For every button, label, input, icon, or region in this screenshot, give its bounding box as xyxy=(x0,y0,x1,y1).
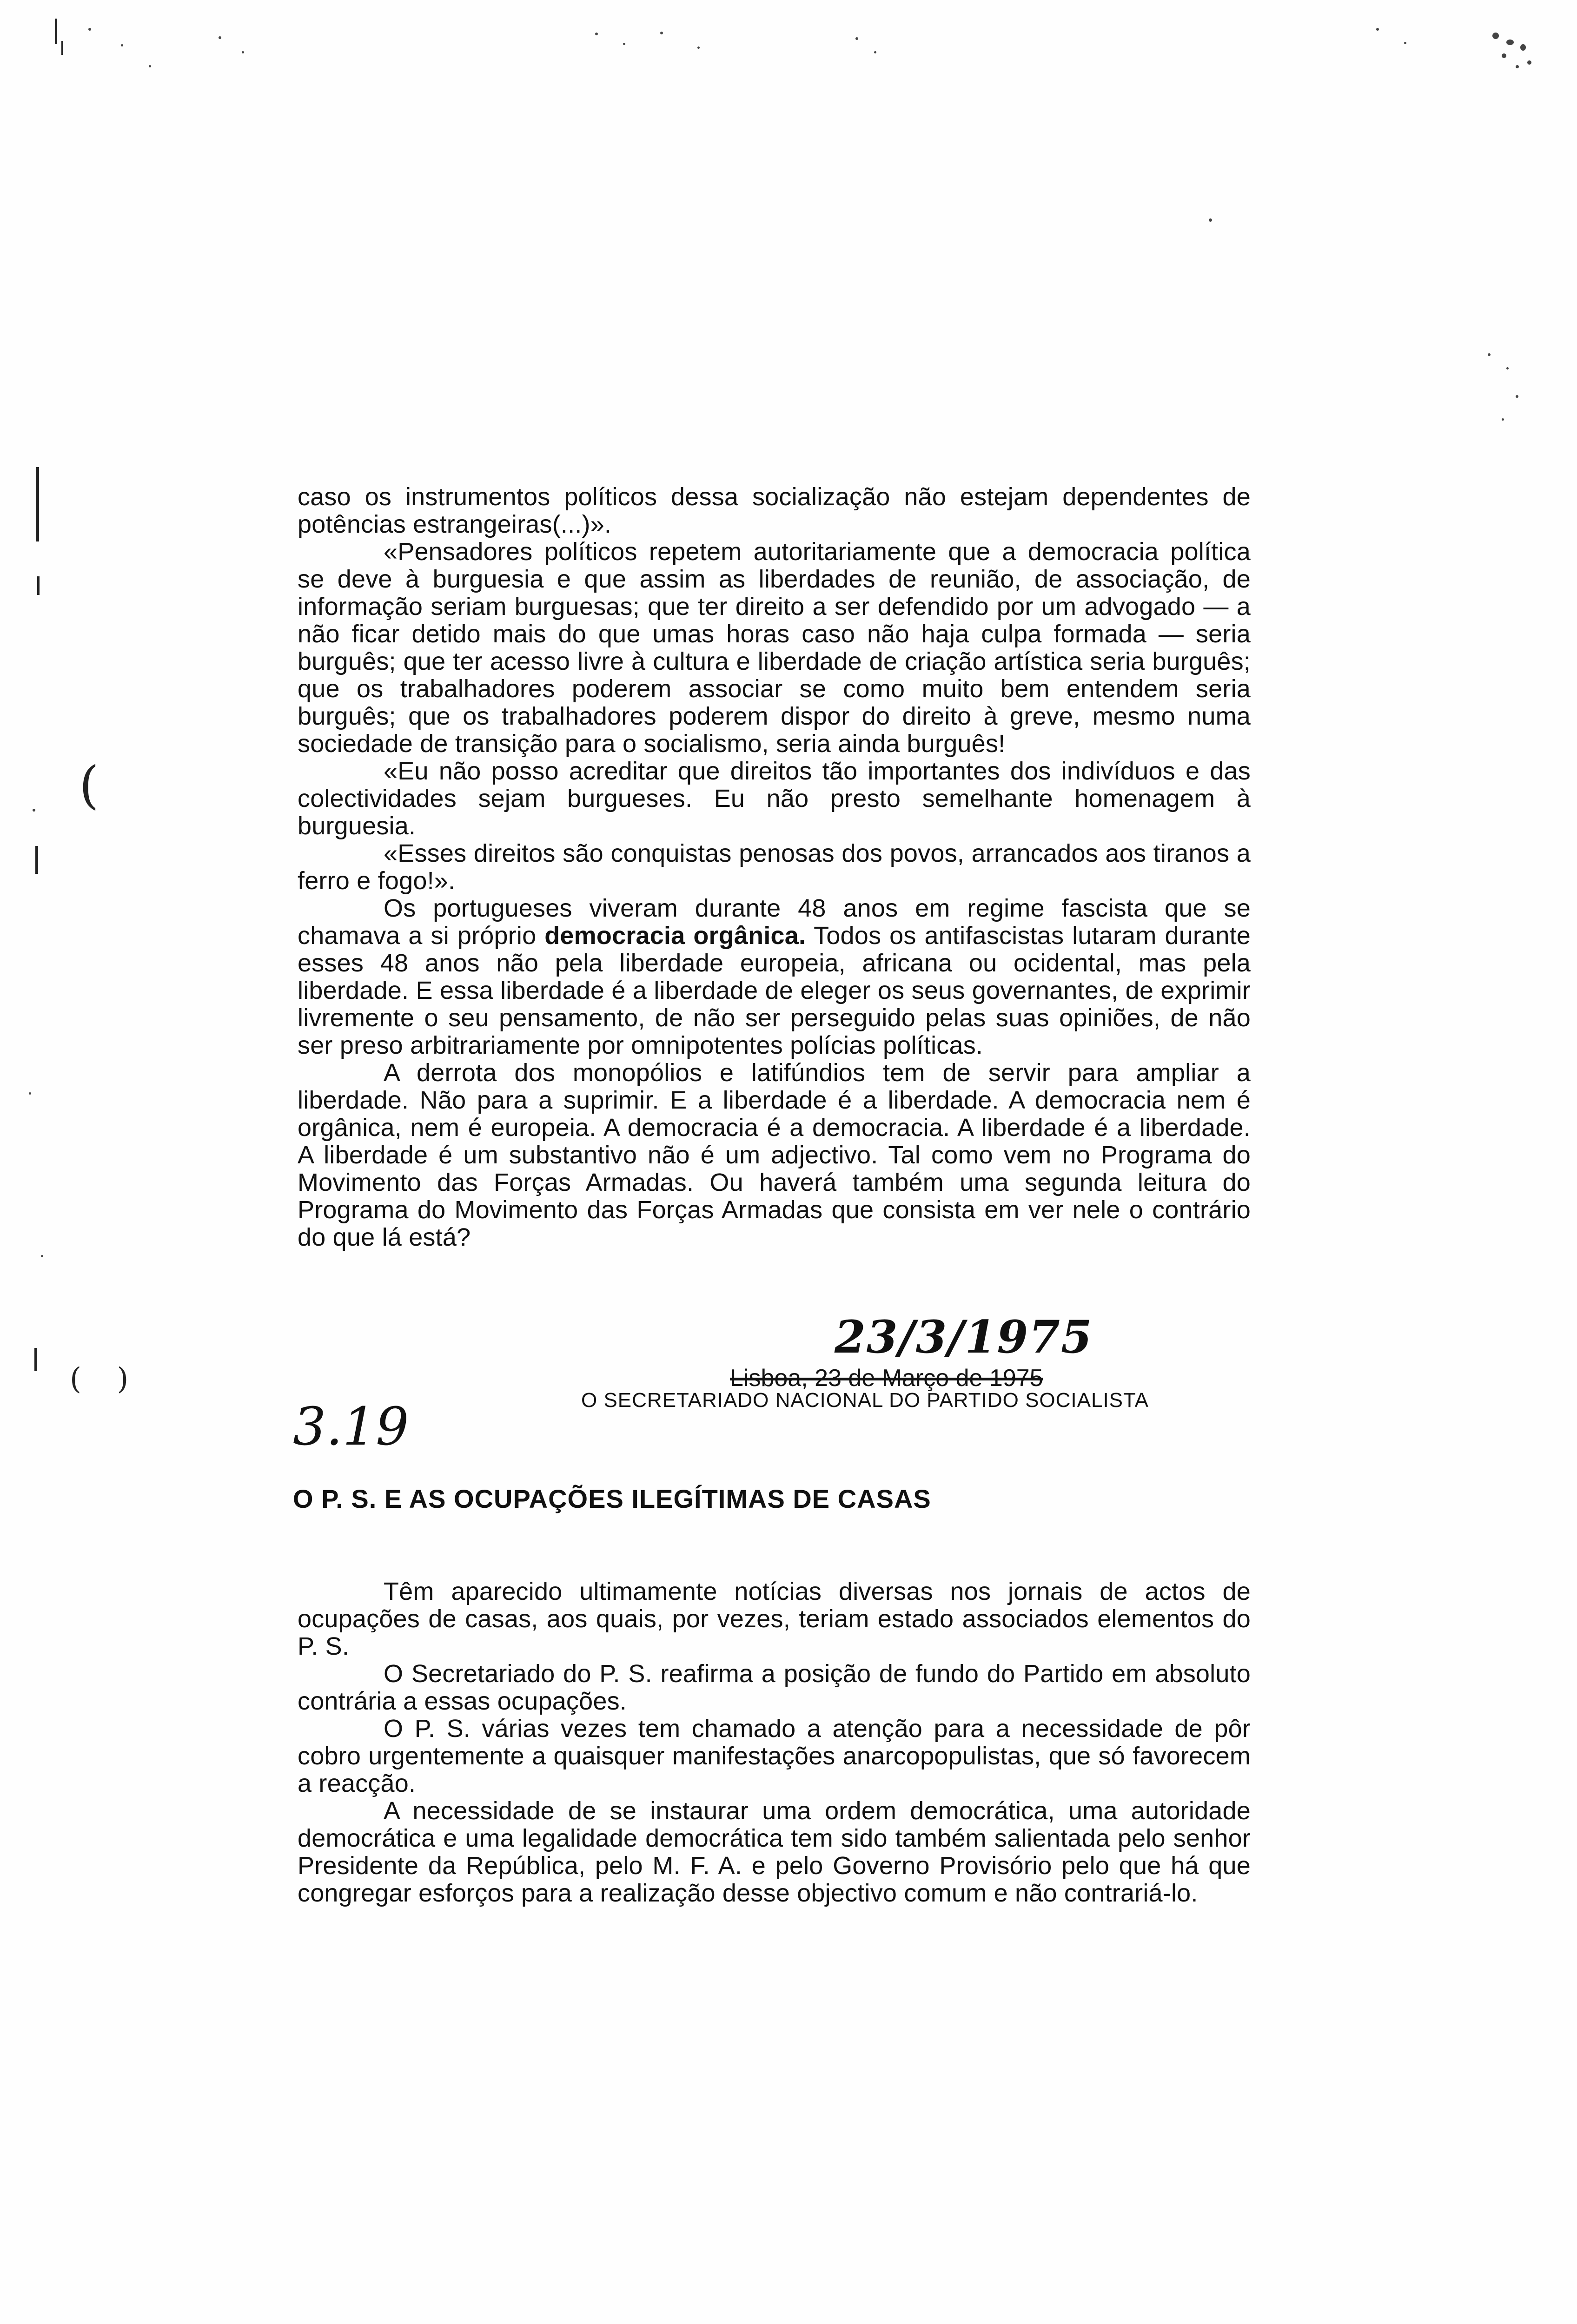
scan-speckle xyxy=(623,43,625,45)
scan-speckle xyxy=(855,37,858,40)
scan-speckle xyxy=(660,32,663,34)
margin-paren: ( xyxy=(79,755,99,815)
paragraph: «Esses direitos são conquistas penosas dos povos, arrancados aos tiranos a ferro e fogo!». xyxy=(298,839,1251,895)
scan-speckle xyxy=(1488,353,1491,356)
scan-mark xyxy=(61,41,63,55)
section2-body xyxy=(298,1578,1251,1907)
scan-speckle xyxy=(1404,42,1406,44)
paragraph: caso os instrumentos políticos dessa socialização não estejam dependentes de potências estrangeiras(...)». xyxy=(298,483,1251,538)
scan-speckle xyxy=(1376,28,1379,31)
scan-speckle xyxy=(874,51,876,53)
section-heading: O P. S. E AS OCUPAÇÕES ILEGÍTIMAS DE CASAS xyxy=(293,1484,931,1513)
paragraph-text: Todos os antifascistas lutaram durante esses 48 anos não pela liberdade europeia, africana ou ocidental, mas pela liberdade. E essa liberdade é a liberdade de eleger os seus governantes, de exprimir livremente o seu pensamento, de não ser perseguido pelas suas opiniões, de não ser preso arbitrariamente por omnipotentes polícias políticas. xyxy=(298,922,1251,1059)
scan-speckle xyxy=(242,51,244,53)
handwritten-date: 23/3/1975 xyxy=(835,1311,1093,1363)
scan-speckle xyxy=(33,809,35,812)
scan-speckle xyxy=(41,1255,43,1257)
scan-speckle xyxy=(29,1092,31,1095)
scan-speckle xyxy=(1520,44,1526,51)
paragraph: Têm aparecido ultimamente notícias diversas nos jornais de actos de ocupações de casas, aos quais, por vezes, teriam estado associados elementos do P. S. xyxy=(298,1578,1251,1660)
paragraph: «Eu não posso acreditar que direitos tão importantes dos indivíduos e das colectividades sejam burgueses. Eu não presto semelhante homenagem à burguesia. xyxy=(298,757,1251,840)
section1-body xyxy=(298,483,1251,1251)
scan-mark xyxy=(55,19,57,44)
paragraph: A derrota dos monopólios e latifúndios tem de servir para ampliar a liberdade. Não para a suprimir. E a liberdade é a liberdade. A democracia nem é orgânica, nem é europeia. A democracia é a democracia. A liberdade é a liberdade. A liberdade é um substantivo não é um adjectivo. Tal como vem no Programa do Movimento das Forças Armadas. Ou haverá também uma segunda leitura do Programa do Movimento das Forças Armadas que consista em ver nele o contrário do que lá está? xyxy=(298,1059,1251,1251)
scan-speckle xyxy=(149,65,151,67)
signature: O SECRETARIADO NACIONAL DO PARTIDO SOCIALISTA xyxy=(581,1389,1149,1412)
left-margin-mark xyxy=(34,1348,37,1371)
handwritten-number: 3.19 xyxy=(293,1397,409,1457)
scan-speckle xyxy=(697,46,700,49)
paragraph: «Pensadores políticos repetem autoritariamente que a democracia política se deve à burguesia e que assim as liberdades de reunião, de associação, de informação seriam burguesas; que ter direito a ser defendido por um advogado — a não ficar detido mais do que umas horas caso não haja culpa formada — seria burguês; que ter acesso livre à cultura e liberdade de criação artística seria burguês; que os trabalhadores poderem associar se como muito bem entendem seria burguês; que os trabalhadores poderem dispor do direito à greve, mesmo numa sociedade de transição para o socialismo, seria ainda burguês! xyxy=(298,538,1251,758)
scan-speckle xyxy=(1502,418,1504,421)
paragraph: A necessidade de se instaurar uma ordem democrática, uma autoridade democrática e uma legalidade democrática tem sido também salientada pelo senhor Presidente da República, pelo M. F. A. e pelo Governo Provisório pelo que há que congregar esforços para a realização desse objectivo comum e não contrariá-lo. xyxy=(298,1797,1251,1907)
scan-speckle xyxy=(595,33,598,35)
scan-speckle xyxy=(1516,395,1518,398)
paragraph: O P. S. várias vezes tem chamado a atenção para a necessidade de pôr cobro urgentemente a quaisquer manifestações anarcopopulistas, que só favorecem a reacção. xyxy=(298,1715,1251,1797)
left-margin-mark xyxy=(37,576,40,595)
paragraph-text: Os portugueses viveram durante 48 anos em regime fascista que se chamava a si próprio xyxy=(298,894,1251,950)
scan-speckle xyxy=(1506,367,1509,370)
scan-speckle xyxy=(219,36,221,39)
scan-speckle xyxy=(1209,218,1212,222)
scan-speckle xyxy=(1502,53,1506,58)
scan-speckle xyxy=(1527,60,1531,65)
scan-speckle xyxy=(1506,40,1514,45)
paragraph: O Secretariado do P. S. reafirma a posição de fundo do Partido em absoluto contrária a essas ocupações. xyxy=(298,1660,1251,1715)
left-margin-mark xyxy=(35,846,38,874)
paragraph xyxy=(298,895,1251,1059)
left-margin-mark xyxy=(36,467,39,541)
struck-date: Lisboa, 23 de Março de 1975 xyxy=(730,1365,1043,1392)
scan-speckle xyxy=(121,44,123,46)
emphasis-text: democracia orgânica. xyxy=(544,922,806,950)
scan-speckle xyxy=(1492,33,1499,39)
margin-paren: ( ) xyxy=(70,1362,142,1396)
scan-speckle xyxy=(1516,65,1519,68)
scan-speckle xyxy=(88,28,91,31)
